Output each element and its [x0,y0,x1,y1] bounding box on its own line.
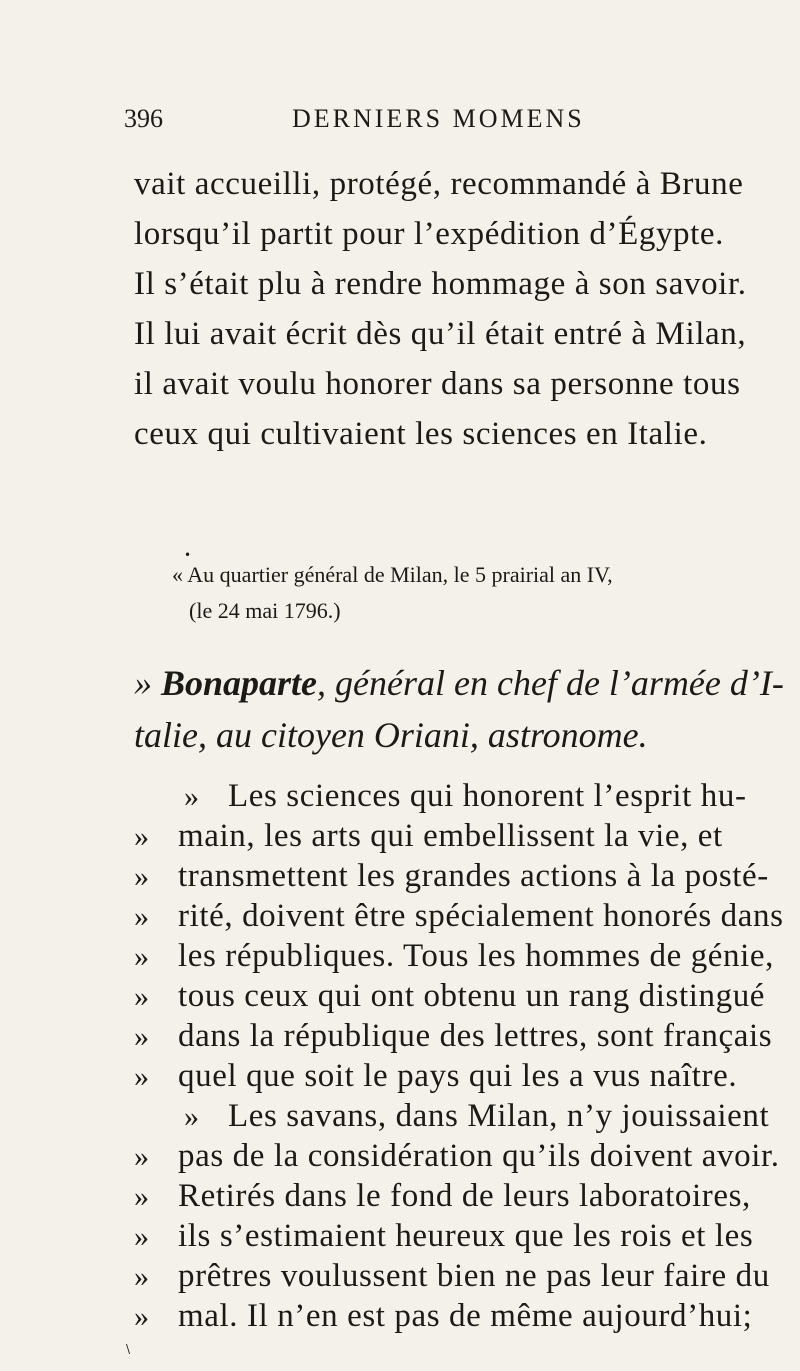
quote-mark: » [184,1100,200,1133]
quote-mark: » [134,940,150,973]
quote-line [134,978,765,1015]
quote-line [134,1138,780,1175]
quote-line [134,1258,770,1295]
address-title: , général en chef de l’armée d’I- [317,663,784,703]
body-line: Il lui avait écrit dès qu’il était entré à Milan, [134,316,747,352]
quote-text: rité, doivent être spécialement honorés dans [178,898,784,934]
address-quote-mark: » [134,663,152,703]
body-line: vait accueilli, protégé, recommandé à Brune [134,166,744,202]
quote-line [184,1098,769,1135]
body-line: ceux qui cultivaient les sciences en Italie. [134,416,708,452]
quote-text: tous ceux qui ont obtenu un rang distingué [178,978,766,1014]
quote-line [134,1298,752,1335]
quote-mark: » [184,780,200,813]
quote-text: Les sciences qui honorent l’esprit hu- [228,778,747,814]
body-line: Il s’était plu à rendre hommage à son savoir. [134,266,747,302]
quote-line [134,1178,751,1215]
quote-line [134,1058,737,1095]
quote-mark: » [134,1220,150,1253]
letter-date: (le 24 mai 1796.) [189,598,341,623]
quote-mark: » [134,1180,150,1213]
letter-dateline: « Au quartier général de Milan, le 5 prairial an IV, [172,562,613,587]
quote-text: transmettent les grandes actions à la posté- [178,858,769,894]
quote-mark: » [134,1140,150,1173]
note-marker: • [184,548,192,562]
quote-text: main, les arts qui embellissent la vie, et [178,818,723,854]
running-head: DERNIERS MOMENS [292,104,585,133]
page-header [124,104,684,144]
letter-address-line-2: talie, au citoyen Oriani, astronome. [134,715,648,755]
quote-text: quel que soit le pays qui les a vus naître. [178,1058,738,1094]
quote-line [134,898,784,935]
quote-mark: » [134,980,150,1013]
quote-text: mal. Il n’en est pas de même aujourd’hui; [178,1298,753,1334]
quote-text: ils s’estimaient heureux que les rois et les [178,1218,754,1254]
quote-text: dans la république des lettres, sont français [178,1018,773,1054]
quote-text: pas de la considération qu’ils doivent avoir. [178,1138,780,1174]
quote-mark: » [134,1020,150,1053]
quote-line [184,778,747,815]
quote-line [134,858,769,895]
quote-line [134,1018,772,1055]
quote-mark: » [134,1060,150,1093]
quote-text: prêtres voulussent bien ne pas leur faire du [178,1258,770,1294]
letter-address-line-1 [134,662,784,704]
page-foot-mark: \ [126,1342,131,1356]
address-sender: Bonaparte [161,663,318,703]
quote-text: les républiques. Tous les hommes de génie, [178,938,775,974]
quote-line [134,1218,753,1255]
quote-line [134,938,774,975]
body-line: lorsqu’il partit pour l’expédition d’Égypte. [134,216,725,252]
quote-mark: » [134,1260,150,1293]
quote-text: Retirés dans le fond de leurs laboratoires, [178,1178,751,1214]
quote-mark: » [134,900,150,933]
page-number: 396 [124,104,163,133]
quote-mark: » [134,860,150,893]
quote-mark: » [134,820,150,853]
quote-line [134,818,723,855]
quote-mark: » [134,1300,150,1333]
body-line: il avait voulu honorer dans sa personne tous [134,366,741,402]
quote-text: Les savans, dans Milan, n’y jouissaient [228,1098,770,1134]
